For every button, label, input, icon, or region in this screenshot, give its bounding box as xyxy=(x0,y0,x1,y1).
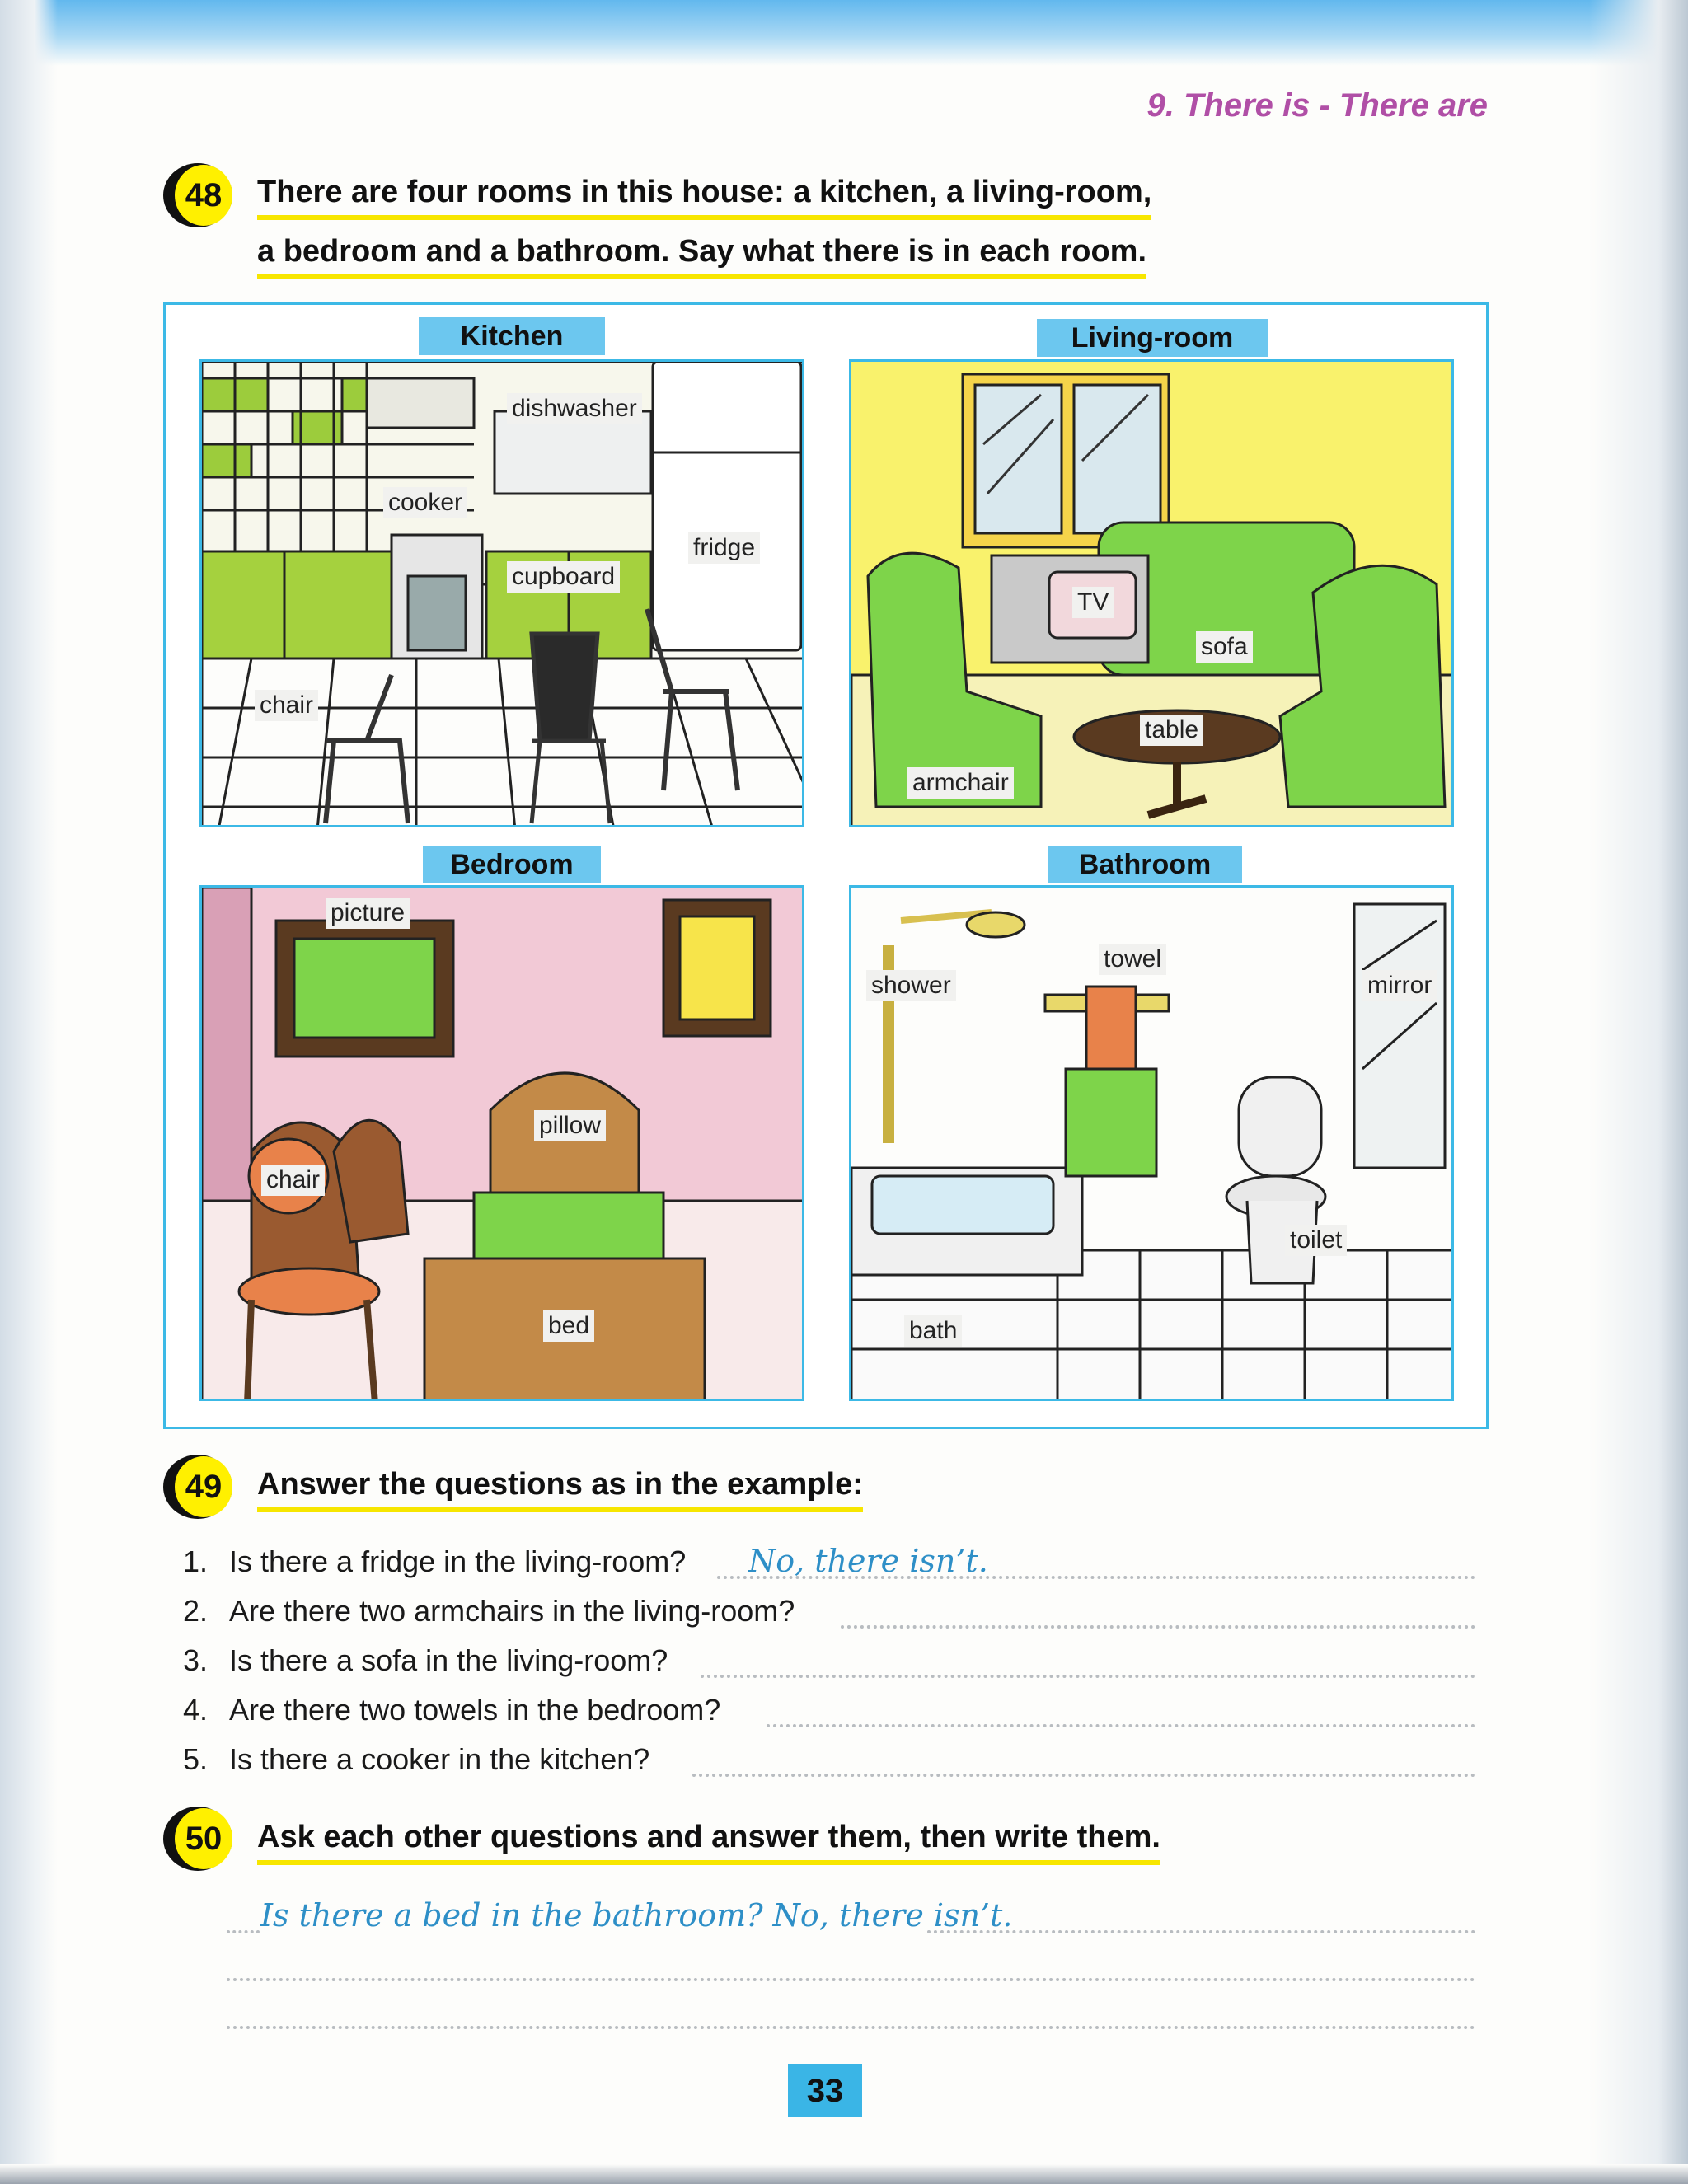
kitchen-drawing xyxy=(202,362,804,827)
label-bath: bath xyxy=(904,1315,962,1347)
bedroom-picture xyxy=(199,885,804,1401)
answer-line-50-3[interactable] xyxy=(227,2026,1475,2029)
question-number: 1. xyxy=(183,1544,209,1578)
label-dishwasher: dishwasher xyxy=(507,393,642,424)
question-text: Is there a fridge in the living-room? xyxy=(229,1544,687,1578)
question-3 xyxy=(183,1643,668,1678)
bathroom-picture xyxy=(849,885,1454,1401)
label-cooker: cooker xyxy=(383,487,467,518)
question-number: 4. xyxy=(183,1693,209,1727)
exercise-number: 50 xyxy=(175,1808,232,1869)
exercise-49-badge xyxy=(163,1455,232,1519)
room-title-living-room: Living-room xyxy=(1037,319,1268,357)
answer-line-3[interactable] xyxy=(701,1675,1475,1678)
example-line-lead xyxy=(227,1930,260,1933)
exercise-number: 49 xyxy=(175,1456,232,1517)
rooms-illustration-panel xyxy=(163,302,1489,1429)
exercise-50-example: Is there a bed in the bathroom? No, there isn’t. xyxy=(260,1897,1013,1933)
page-gutter-shadow xyxy=(0,0,58,2184)
label-mirror: mirror xyxy=(1362,970,1437,1001)
answer-line-50-1[interactable] xyxy=(927,1930,1475,1933)
kitchen-picture xyxy=(199,359,804,827)
question-number: 2. xyxy=(183,1594,209,1628)
question-number: 5. xyxy=(183,1742,209,1776)
room-title-bathroom: Bathroom xyxy=(1048,846,1242,883)
answer-line-50-2[interactable] xyxy=(227,1978,1475,1981)
label-towel: towel xyxy=(1099,944,1166,975)
exercise-48-title-line2: a bedroom and a bathroom. Say what there is in each room. xyxy=(257,234,1146,279)
label-chair-bedroom: chair xyxy=(261,1165,325,1196)
label-cupboard: cupboard xyxy=(507,561,620,593)
bedroom-drawing xyxy=(202,888,804,1401)
answer-line-2[interactable] xyxy=(841,1625,1475,1629)
page-bottom-shadow xyxy=(0,2164,1688,2184)
page-edge-shadow xyxy=(1589,0,1688,2184)
question-text: Are there two towels in the bedroom? xyxy=(229,1693,721,1727)
living-room-picture xyxy=(849,359,1454,827)
question-1 xyxy=(183,1544,686,1579)
exercise-48-badge xyxy=(163,163,232,227)
answer-line-4[interactable] xyxy=(767,1724,1475,1727)
page-top-band xyxy=(0,0,1688,66)
label-chair: chair xyxy=(255,690,318,721)
exercise-50-title: Ask each other questions and answer them, then write them. xyxy=(257,1820,1160,1865)
label-toilet: toilet xyxy=(1285,1225,1347,1256)
answer-line-5[interactable] xyxy=(692,1774,1475,1777)
question-4 xyxy=(183,1693,720,1727)
label-fridge: fridge xyxy=(688,532,760,564)
label-armchair: armchair xyxy=(907,767,1014,799)
exercise-number: 48 xyxy=(175,165,232,226)
label-sofa: sofa xyxy=(1196,631,1253,663)
question-5 xyxy=(183,1742,649,1777)
label-shower: shower xyxy=(866,970,956,1001)
label-picture: picture xyxy=(326,898,410,929)
room-title-bedroom: Bedroom xyxy=(423,846,601,883)
question-text: Are there two armchairs in the living-room? xyxy=(229,1594,795,1628)
chapter-heading: 9. There is - There are xyxy=(1146,87,1488,124)
question-text: Is there a sofa in the living-room? xyxy=(229,1643,668,1677)
label-pillow: pillow xyxy=(534,1110,606,1141)
page-number: 33 xyxy=(788,2064,862,2117)
question-text: Is there a cooker in the kitchen? xyxy=(229,1742,650,1776)
question-2 xyxy=(183,1594,795,1629)
answer-1-example: No, there isn’t. xyxy=(748,1543,988,1579)
exercise-49-title: Answer the questions as in the example: xyxy=(257,1467,863,1512)
label-bed: bed xyxy=(543,1310,594,1342)
question-number: 3. xyxy=(183,1643,209,1677)
exercise-50-badge xyxy=(163,1807,232,1871)
label-tv: TV xyxy=(1072,587,1114,618)
living-room-drawing xyxy=(851,362,1454,827)
room-title-kitchen: Kitchen xyxy=(419,317,605,355)
label-table: table xyxy=(1140,715,1203,746)
exercise-48-title-line1: There are four rooms in this house: a kitchen, a living-room, xyxy=(257,175,1151,220)
